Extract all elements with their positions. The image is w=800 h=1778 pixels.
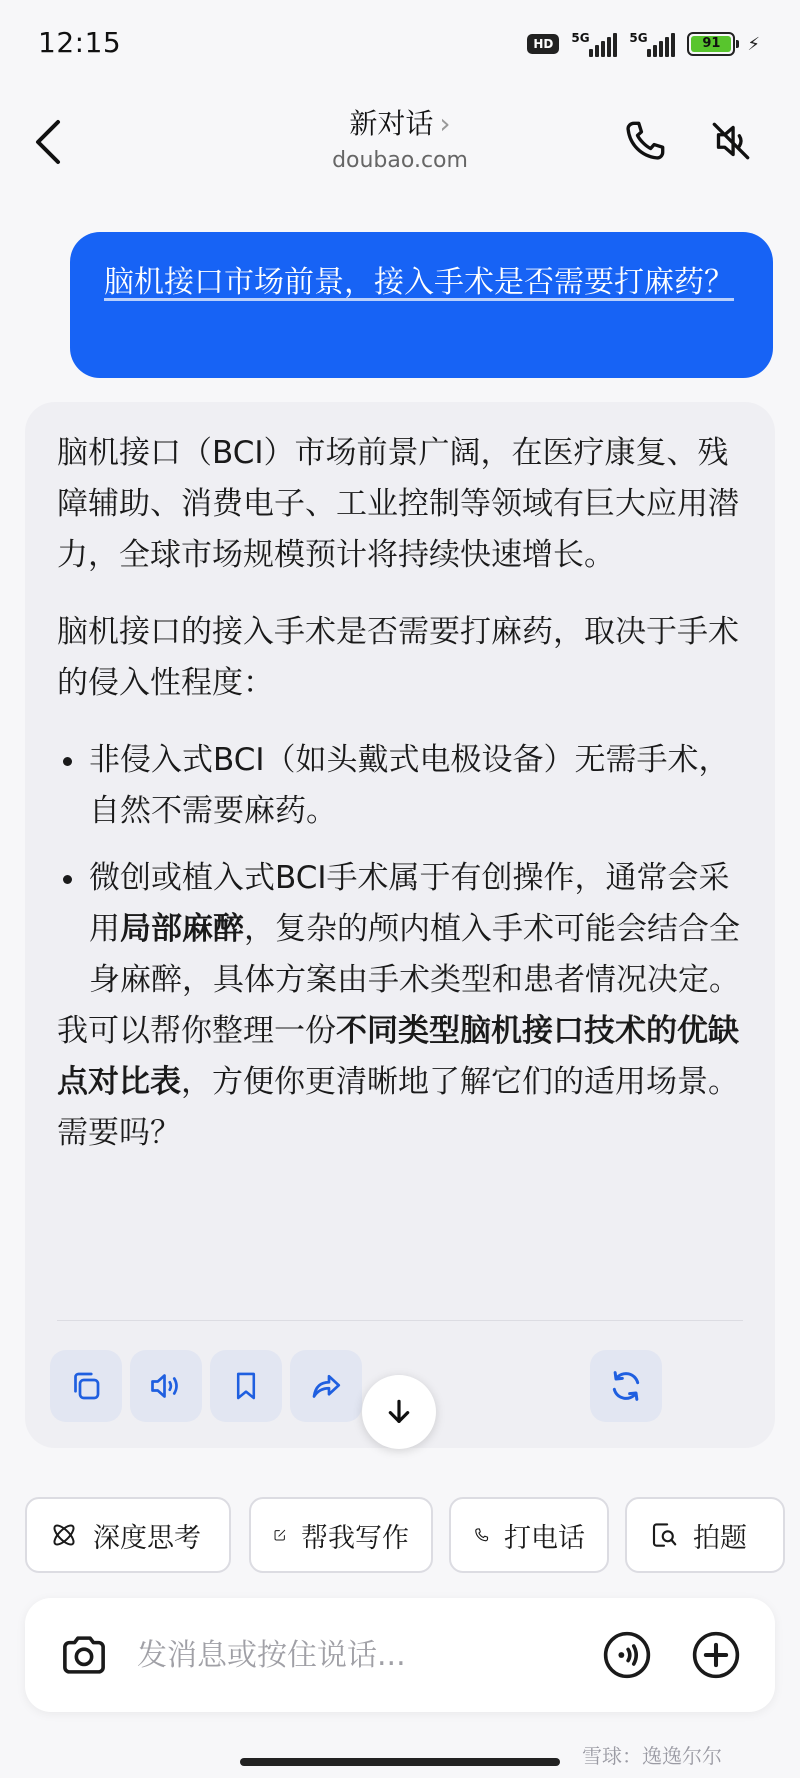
arrow-down-icon (383, 1396, 415, 1428)
status-clock: 12:15 (38, 26, 122, 59)
back-arrow-icon (30, 112, 70, 172)
chat-title-text: 新对话 (349, 107, 434, 140)
signal-icon (571, 31, 617, 57)
answer-bullet-item: 非侵入式BCI（如头戴式电极设备）无需手术，自然不需要麻药。 (57, 735, 743, 837)
share-button[interactable] (290, 1350, 362, 1422)
speaker-icon (146, 1368, 186, 1404)
phone-icon (620, 116, 670, 166)
plus-circle-icon (689, 1628, 743, 1682)
chip-label: 拍题 (693, 1522, 747, 1554)
read-aloud-button[interactable] (130, 1350, 202, 1422)
bookmark-icon (229, 1368, 263, 1404)
phone-icon (473, 1520, 490, 1550)
battery-level: 91 (691, 36, 731, 52)
regenerate-button[interactable] (590, 1350, 662, 1422)
answer-paragraph: 脑机接口的接入手术是否需要打麻药，取决于手术的侵入性程度： (57, 614, 739, 701)
atom-icon (49, 1520, 79, 1550)
home-indicator[interactable] (240, 1758, 560, 1766)
copy-icon (68, 1368, 104, 1404)
chip-label: 打电话 (504, 1522, 585, 1554)
chat-title-group[interactable] (250, 102, 550, 173)
voice-wave-icon (600, 1628, 654, 1682)
user-message-bubble[interactable] (70, 232, 773, 378)
chip-phone-call[interactable] (449, 1497, 609, 1573)
battery-icon (687, 32, 735, 56)
photo-question-icon (649, 1520, 679, 1550)
bookmark-button[interactable] (210, 1350, 282, 1422)
edit-icon (273, 1520, 287, 1550)
chat-header (0, 90, 800, 200)
mute-speaker-button[interactable] (706, 116, 756, 166)
chevron-right-icon: › (439, 107, 451, 140)
share-icon (308, 1368, 344, 1404)
status-icons (527, 30, 760, 58)
copy-button[interactable] (50, 1350, 122, 1422)
card-divider (57, 1320, 743, 1321)
charging-icon: ⚡ (747, 33, 760, 55)
chip-deep-think[interactable] (25, 1497, 231, 1573)
signal-label: 5G (571, 31, 590, 45)
signal-label: 5G (629, 31, 648, 45)
bullet-text: ，复杂的颅内植入手术可能会结合全身麻醉，具体方案由手术类型和患者情况决定。 (89, 911, 740, 998)
chip-help-write[interactable] (249, 1497, 433, 1573)
chip-label: 帮我写作 (301, 1522, 409, 1554)
paragraph-text: 我可以帮你整理一份 (57, 1013, 336, 1049)
watermark-text: 雪球：逸逸尔尔 (582, 1744, 722, 1768)
camera-icon (57, 1628, 111, 1682)
answer-bullet-item (57, 853, 743, 1006)
scroll-to-bottom-button[interactable] (362, 1375, 436, 1449)
hd-badge: HD (527, 34, 559, 54)
quick-action-chips (25, 1497, 800, 1573)
paragraph-text: ，方便你更清晰地了解它们的适用场景。需要吗？ (57, 1064, 739, 1151)
camera-button[interactable] (57, 1628, 111, 1682)
paragraph-bold-text: 不同类型脑机接口技术的优缺点对比表 (57, 1013, 739, 1100)
answer-bullet-list (57, 735, 743, 1006)
back-button[interactable] (30, 112, 70, 172)
answer-paragraph: 脑机接口（BCI）市场前景广阔，在医疗康复、残障辅助、消费电子、工业控制等领域有巨大应用潜力，全球市场规模预计将持续快速增长。 (57, 435, 739, 573)
status-bar (0, 0, 800, 90)
voice-call-button[interactable] (600, 1628, 654, 1682)
chip-label: 深度思考 (93, 1522, 201, 1554)
more-options-button[interactable] (689, 1628, 743, 1682)
user-message-text: 脑机接口市场前景，接入手术是否需要打麻药？ (104, 265, 734, 300)
regenerate-icon (606, 1366, 646, 1406)
chip-photo-question[interactable] (625, 1497, 785, 1573)
chat-subtitle: doubao.com (332, 148, 468, 173)
chat-title[interactable] (250, 102, 550, 142)
signal-icon (629, 31, 675, 57)
message-input[interactable] (137, 1626, 577, 1684)
call-button[interactable] (620, 116, 670, 166)
bullet-text: 微创或植入式BCI手术属于有创操作，通常会采用 (89, 860, 730, 947)
message-input-bar (25, 1598, 775, 1712)
answer-paragraph (57, 1006, 743, 1159)
assistant-answer-card (25, 402, 775, 1448)
speaker-mute-icon (706, 116, 756, 166)
bullet-bold-text: 局部麻醉 (120, 911, 244, 947)
